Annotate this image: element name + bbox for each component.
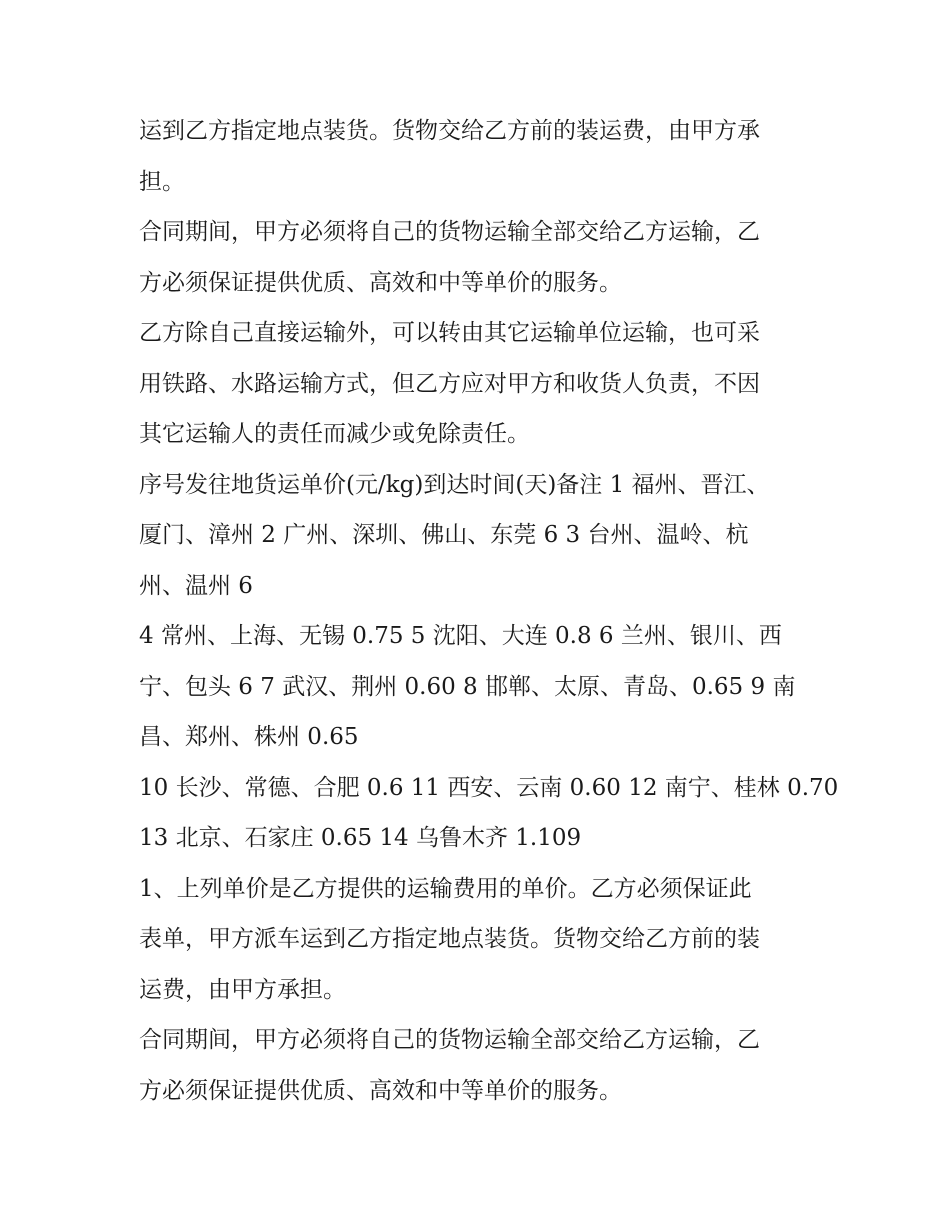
text-line: 宁、包头 6 7 武汉、荆州 0.60 8 邯郸、太原、青岛、0.65 9 南 bbox=[139, 673, 796, 700]
paragraph bbox=[139, 864, 829, 1016]
rate-table-text bbox=[139, 611, 829, 763]
text-line: 方必须保证提供优质、高效和中等单价的服务。 bbox=[139, 269, 622, 296]
text-line: 运费，由甲方承担。 bbox=[139, 976, 346, 1003]
paragraph bbox=[139, 1015, 829, 1116]
rate-table-text bbox=[139, 763, 839, 864]
text-line: 州、温州 6 bbox=[139, 572, 253, 599]
text-line: 表单，甲方派车运到乙方指定地点装货。货物交给乙方前的装 bbox=[139, 926, 760, 952]
text-line: 运到乙方指定地点装货。货物交给乙方前的装运费，由甲方承 bbox=[139, 118, 760, 144]
text-line: 其它运输人的责任而减少或免除责任。 bbox=[139, 421, 530, 447]
text-line: 13 北京、石家庄 0.65 14 乌鲁木齐 1.109 bbox=[139, 825, 582, 851]
text-line: 担。 bbox=[139, 168, 185, 195]
paragraph bbox=[139, 106, 829, 207]
text-line: 合同期间，甲方必须将自己的货物运输全部交给乙方运输，乙 bbox=[139, 219, 760, 245]
paragraph bbox=[139, 207, 829, 308]
text-line: 10 长沙、常德、合肥 0.6 11 西安、云南 0.60 12 南宁、桂林 0.70 bbox=[139, 774, 839, 801]
rate-table-text bbox=[139, 460, 829, 612]
text-line: 用铁路、水路运输方式，但乙方应对甲方和收货人负责，不因 bbox=[139, 370, 760, 397]
paragraph bbox=[139, 308, 829, 460]
text-line: 方必须保证提供优质、高效和中等单价的服务。 bbox=[139, 1077, 622, 1104]
document-body bbox=[139, 106, 839, 1116]
text-line: 昌、郑州、株州 0.65 bbox=[139, 724, 359, 750]
text-line: 4 常州、上海、无锡 0.75 5 沈阳、大连 0.8 6 兰州、银川、西 bbox=[139, 623, 782, 649]
text-line: 合同期间，甲方必须将自己的货物运输全部交给乙方运输，乙 bbox=[139, 1027, 760, 1053]
text-line: 序号发往地货运单价(元/kg)到达时间(天)备注 1 福州、晋江、 bbox=[139, 471, 770, 498]
text-line: 乙方除自己直接运输外，可以转由其它运输单位运输，也可采 bbox=[139, 320, 760, 346]
text-line: 1、上列单价是乙方提供的运输费用的单价。乙方必须保证此 bbox=[139, 875, 752, 902]
text-line: 厦门、漳州 2 广州、深圳、佛山、东莞 6 3 台州、温岭、杭 bbox=[139, 522, 749, 548]
